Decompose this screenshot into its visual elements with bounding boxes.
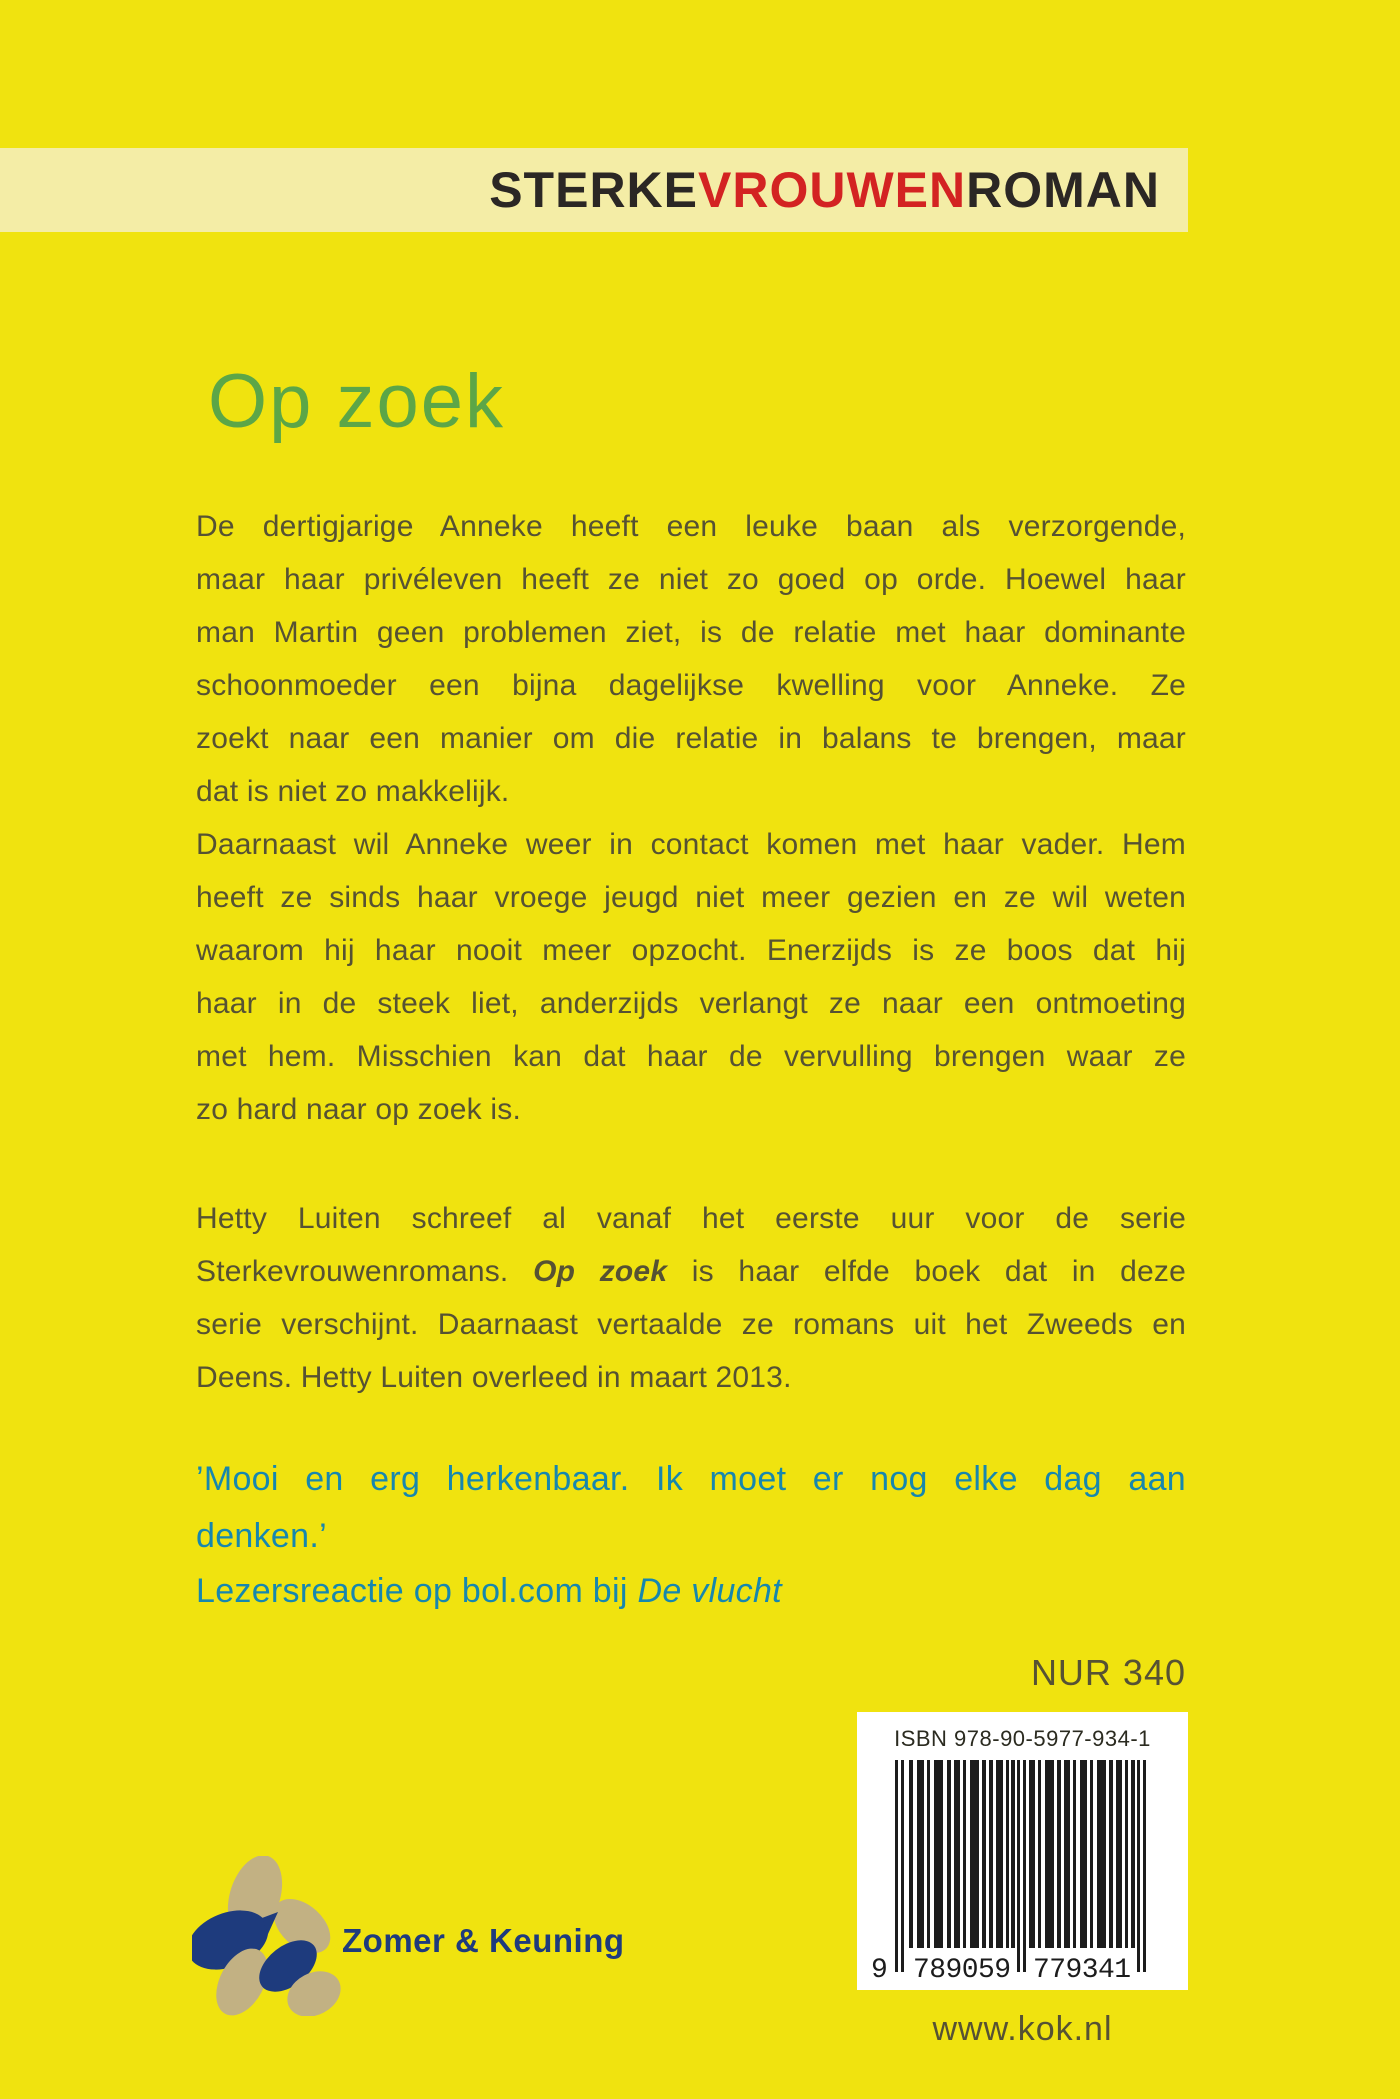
- synopsis-line: De dertigjarige Anneke heeft een leuke baan als verzorgende,: [196, 510, 1186, 543]
- synopsis-line: Daarnaast wil Anneke weer in contact komen met haar vader. Hem: [196, 828, 1186, 861]
- isbn-box: [857, 1712, 1188, 1990]
- attribution-text: Lezersreactie op bol.com bij: [196, 1572, 638, 1610]
- synopsis-line: heeft ze sinds haar vroege jeugd niet meer gezien en ze wil weten: [196, 881, 1186, 914]
- publisher-flower-icon: [192, 1856, 342, 2016]
- synopsis: [196, 500, 1186, 1136]
- bio-line-post: is haar elfde boek dat in deze: [667, 1255, 1186, 1288]
- bio-line-pre: Sterkevrouwenromans.: [196, 1255, 534, 1288]
- isbn-label: ISBN 978-90-5977-934-1: [894, 1726, 1151, 1751]
- synopsis-line: dat is niet zo makkelijk.: [196, 775, 510, 808]
- barcode-digit-group: 789059: [913, 1955, 1011, 1986]
- nur-code: NUR 340: [1030, 1652, 1186, 1693]
- bio-book-title: Op zoek: [533, 1255, 668, 1288]
- banner-text-sterke: STERKE: [489, 162, 699, 218]
- synopsis-line: zoekt naar een manier om die relatie in balans te brengen, maar: [196, 722, 1186, 755]
- bio-line: Deens. Hetty Luiten overleed in maart 2013.: [196, 1361, 792, 1394]
- synopsis-line: met hem. Misschien kan dat haar de vervulling brengen waar ze: [196, 1040, 1186, 1073]
- author-bio: [196, 1192, 1186, 1404]
- synopsis-line: maar haar privéleven heeft ze niet zo goed op orde. Hoewel haar: [196, 563, 1186, 596]
- attribution-book-title: De vlucht: [637, 1572, 782, 1610]
- synopsis-line: man Martin geen problemen ziet, is de relatie met haar dominante: [196, 616, 1186, 649]
- synopsis-line: haar in de steek liet, anderzijds verlangt ze naar een ontmoeting: [196, 987, 1186, 1020]
- series-banner: [0, 148, 1188, 232]
- quote-line: ’Mooi en erg herkenbaar. Ik moet er nog elke dag aan: [196, 1460, 1186, 1498]
- reader-quote: [196, 1451, 1186, 1565]
- quote-attribution: [196, 1572, 1186, 1611]
- synopsis-line: schoonmoeder een bijna dagelijkse kwelling voor Anneke. Ze: [196, 669, 1186, 702]
- publisher-name: Zomer & Keuning: [342, 1922, 625, 1959]
- synopsis-line: waarom hij haar nooit meer opzocht. Enerzijds is ze boos dat hij: [196, 934, 1186, 967]
- banner-text-vrouwen: VROUWEN: [698, 162, 967, 218]
- bio-line: serie verschijnt. Daarnaast vertaalde ze romans uit het Zweeds en: [196, 1308, 1186, 1341]
- quote-line: denken.’: [196, 1517, 327, 1555]
- book-title: Op zoek: [208, 359, 506, 444]
- barcode-digit-group: 779341: [1033, 1955, 1131, 1986]
- barcode-icon: [857, 1760, 1188, 1990]
- bio-line: Hetty Luiten schreef al vanaf het eerste uur voor de serie: [196, 1202, 1186, 1235]
- bio-line: [196, 1245, 1186, 1298]
- barcode-digit-group: 9: [871, 1955, 888, 1986]
- website-url: www.kok.nl: [932, 2010, 1113, 2048]
- synopsis-line: zo hard naar op zoek is.: [196, 1093, 521, 1126]
- banner-text-roman: ROMAN: [966, 162, 1160, 218]
